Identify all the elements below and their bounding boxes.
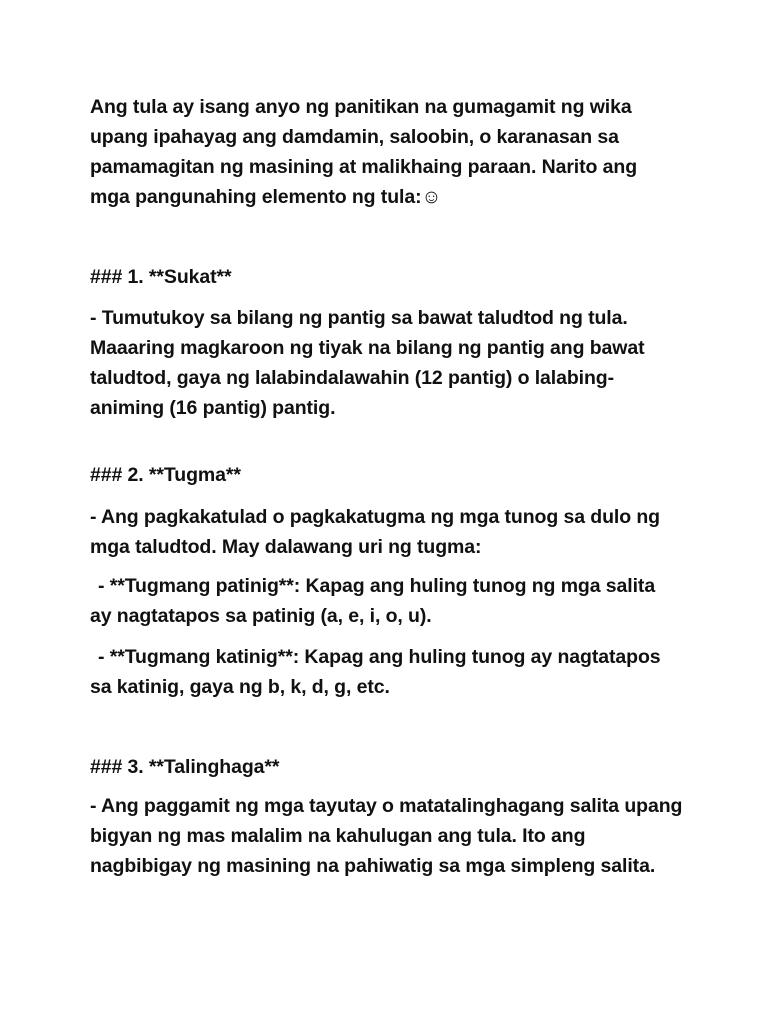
- section1-line: taludtod, gaya ng lalabindalawahin (12 pantig) o lalabing-: [90, 367, 614, 389]
- section1-heading: ### 1. **Sukat**: [90, 266, 232, 288]
- subitem-line: - **Tugmang patinig**: Kapag ang huling tunog ng mga salita: [98, 575, 656, 597]
- subitem-line: sa katinig, gaya ng b, k, d, g, etc.: [90, 676, 390, 698]
- section1-line: animing (16 pantig) pantig.: [90, 397, 336, 419]
- section3-line: bigyan ng mas malalim na kahulugan ang tula. Ito ang: [90, 825, 586, 847]
- document-page: [90, 0, 690, 1024]
- intro-paragraph: [90, 92, 690, 212]
- section1-line: - Tumutukoy sa bilang ng pantig sa bawat taludtod ng tula.: [90, 307, 628, 329]
- subitem-line: - **Tugmang katinig**: Kapag ang huling tunog ay nagtatapos: [98, 646, 661, 668]
- intro-line: pamamagitan ng masining at malikhaing paraan. Narito ang: [90, 156, 638, 178]
- section3-line: - Ang paggamit ng mga tayutay o matatalinghagang salita upang: [90, 795, 683, 817]
- section2-subitem-katinig: [90, 642, 690, 702]
- section3-line: nagbibigay ng masining na pahiwatig sa mga simpleng salita.: [90, 855, 656, 877]
- intro-line: mga pangunahing elemento ng tula:☺: [90, 186, 442, 208]
- intro-line: Ang tula ay isang anyo ng panitikan na gumagamit ng wika: [90, 96, 632, 118]
- section2-line: mga taludtod. May dalawang uri ng tugma:: [90, 536, 482, 558]
- subitem-line: ay nagtatapos sa patinig (a, e, i, o, u).: [90, 605, 432, 627]
- section2-heading: ### 2. **Tugma**: [90, 464, 241, 486]
- section2-body: [90, 502, 690, 562]
- section2-subitem-patinig: [90, 571, 690, 631]
- section1-line: Maaaring magkaroon ng tiyak na bilang ng pantig ang bawat: [90, 337, 645, 359]
- section3-body: [90, 791, 690, 881]
- intro-line: upang ipahayag ang damdamin, saloobin, o karanasan sa: [90, 126, 619, 148]
- section1-body: [90, 303, 690, 423]
- section2-line: - Ang pagkakatulad o pagkakatugma ng mga tunog sa dulo ng: [90, 506, 660, 528]
- section3-heading: ### 3. **Talinghaga**: [90, 756, 280, 778]
